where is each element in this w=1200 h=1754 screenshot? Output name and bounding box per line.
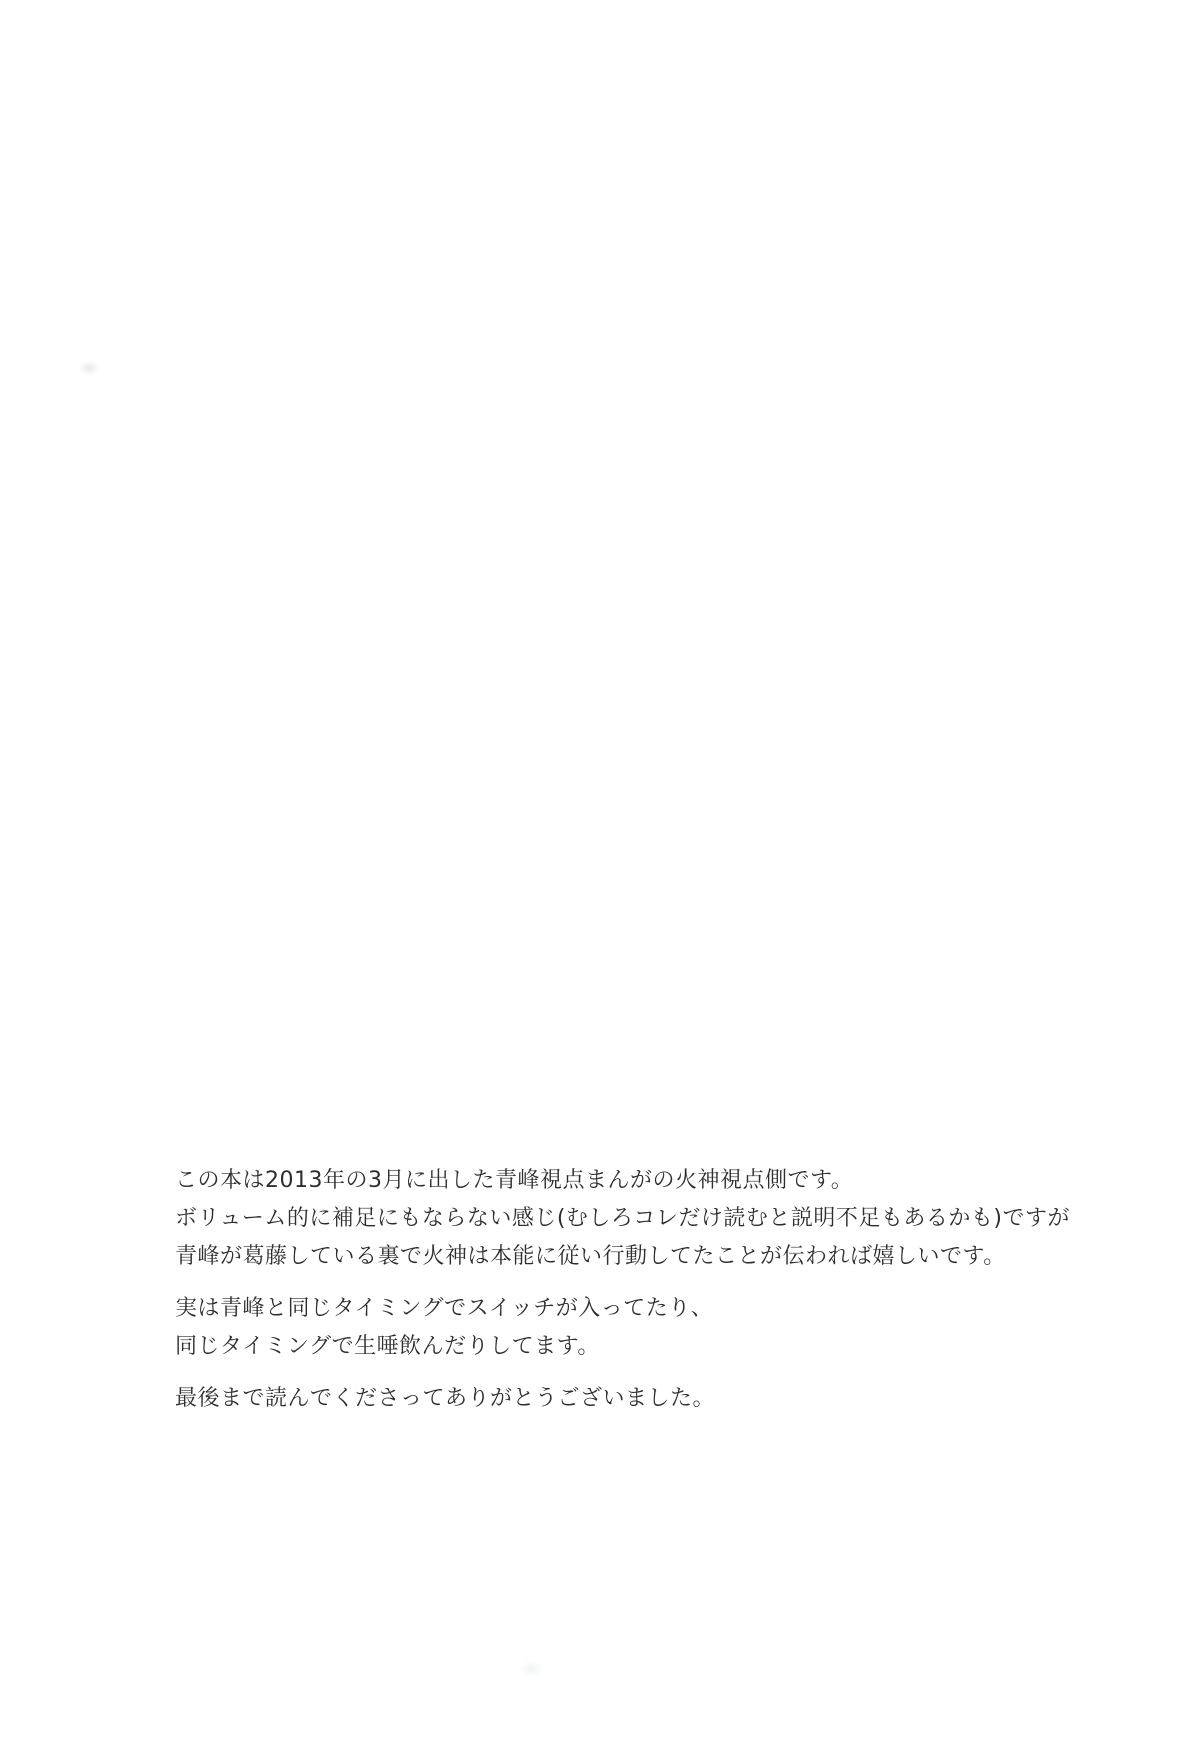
- scan-smudge: [518, 1660, 544, 1678]
- afterword-paragraph: [175, 1380, 1035, 1418]
- afterword-paragraph: [175, 1162, 1071, 1276]
- afterword-line: 青峰が葛藤している裏で火神は本能に従い行動してたことが伝われば嬉しいです。: [175, 1244, 1006, 1269]
- afterword-text-block: [175, 1162, 1071, 1432]
- afterword-line: この本は2013年の3月に出した青峰視点まんがの火神視点側です。: [175, 1168, 854, 1193]
- afterword-line: 同じタイミングで生唾飲んだりしてます。: [175, 1334, 600, 1359]
- afterword-line: ボリューム的に補足にもならない感じ(むしろコレだけ読むと説明不足もあるかも)ですが: [175, 1206, 1071, 1231]
- scan-smudge: [78, 360, 100, 376]
- afterword-line: 最後まで読んでくださってありがとうございました。: [175, 1386, 716, 1411]
- afterword-paragraph: [175, 1290, 1035, 1366]
- afterword-line: 実は青峰と同じタイミングでスイッチが入ってたり、: [175, 1296, 714, 1321]
